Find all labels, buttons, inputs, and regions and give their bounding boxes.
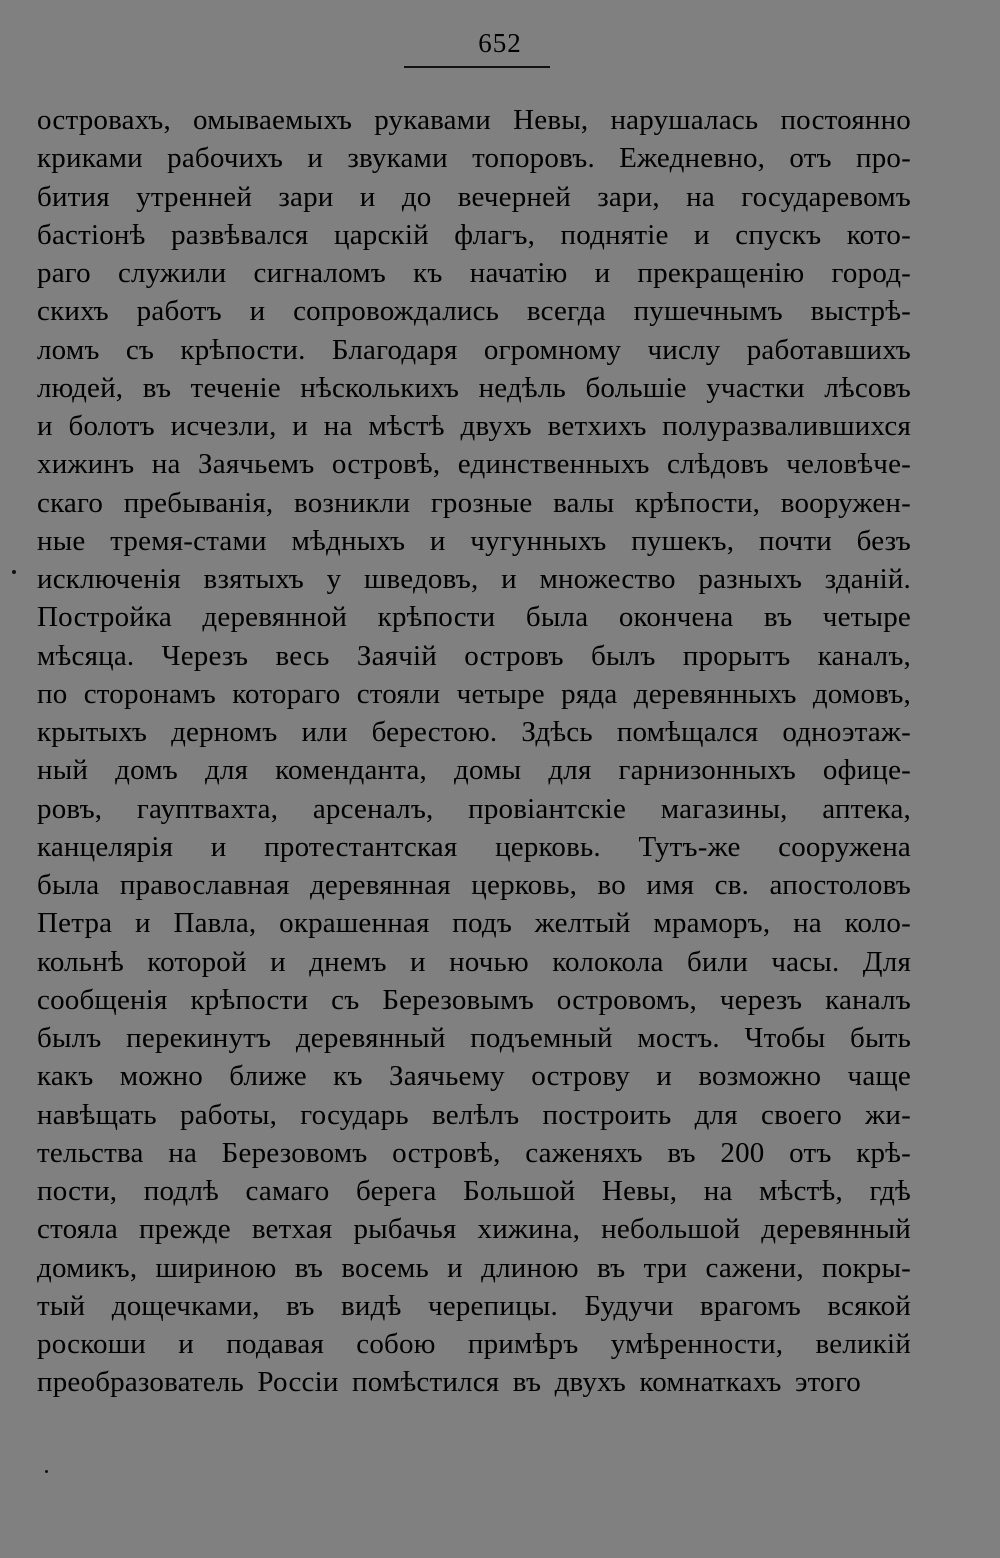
text-line: роскоши и подавая собою примѣръ умѣренности, великій bbox=[37, 1328, 911, 1360]
text-line: ломъ съ крѣпости. Благодаря огромному числу работавшихъ bbox=[37, 333, 911, 366]
scan-speck bbox=[12, 570, 16, 574]
text-line: ровъ, гауптвахта, арсеналъ, провіантскіе магазины, аптека, bbox=[37, 792, 911, 825]
text-line: какъ можно ближе къ Заячьему острову и возможно чаще bbox=[37, 1060, 911, 1093]
text-line: пости, подлѣ самаго берега Большой Невы, на мѣстѣ, гдѣ bbox=[37, 1175, 911, 1207]
text-line: бития утренней зари и до вечерней зари, на государевомъ bbox=[37, 180, 911, 213]
text-line: людей, въ теченіе нѣсколькихъ недѣль большіе участки лѣсовъ bbox=[37, 371, 911, 404]
text-line: бастіонѣ развѣвался царскій флагъ, поднятіе и спускъ кото- bbox=[37, 218, 911, 251]
text-line: и болотъ исчезли, и на мѣстѣ двухъ ветхихъ полуразвалившихся bbox=[37, 410, 911, 442]
text-line: навѣщать работы, государь велѣлъ построить для своего жи- bbox=[37, 1098, 911, 1131]
text-line: по сторонамъ котораго стояли четыре ряда деревянныхъ домовъ, bbox=[37, 677, 911, 710]
page-number: 652 bbox=[478, 28, 522, 58]
text-line: домикъ, шириною въ восемь и длиною въ три сажени, покры- bbox=[37, 1251, 911, 1284]
text-line: раго служили сигналомъ къ начатію и прекращенію город- bbox=[37, 257, 911, 289]
text-line: канцелярія и протестантская церковь. Тутъ-же сооружена bbox=[37, 830, 911, 863]
text-line: крытыхъ дерномъ или берестою. Здѣсь помѣщался одноэтаж- bbox=[37, 716, 911, 748]
text-line: Постройка деревянной крѣпости была окончена въ четыре bbox=[37, 601, 911, 634]
text-line: кольнѣ которой и днемъ и ночью колокола били часы. Для bbox=[37, 945, 911, 978]
text-line: мѣсяца. Черезъ весь Заячій островъ былъ прорытъ каналъ, bbox=[37, 639, 911, 672]
text-line: ный домъ для коменданта, домы для гарнизонныхъ офице- bbox=[37, 754, 911, 787]
text-line: была православная деревянная церковь, во имя св. апостоловъ bbox=[37, 869, 911, 901]
text-line: скаго пребыванія, возникли грозные валы крѣпости, вооружен- bbox=[37, 486, 911, 519]
text-line: исключенія взятыхъ у шведовъ, и множество разныхъ зданій. bbox=[37, 563, 911, 595]
text-line: островахъ, омываемыхъ рукавами Невы, нарушалась постоянно bbox=[37, 104, 911, 136]
scan-speck bbox=[45, 1470, 48, 1473]
text-line: ные тремя-стами мѣдныхъ и чугунныхъ пушекъ, почти безъ bbox=[37, 524, 911, 557]
body-text bbox=[37, 101, 911, 1402]
text-line: криками рабочихъ и звуками топоровъ. Ежедневно, отъ про- bbox=[37, 142, 911, 175]
text-line: былъ перекинутъ деревянный подъемный мостъ. Чтобы быть bbox=[37, 1022, 911, 1054]
text-line: тый дощечками, въ видѣ черепицы. Будучи врагомъ всякой bbox=[37, 1289, 911, 1322]
text-line: Петра и Павла, окрашенная подъ желтый мраморъ, на коло- bbox=[37, 907, 911, 940]
text-line: тельства на Березовомъ островѣ, саженяхъ въ 200 отъ крѣ- bbox=[37, 1136, 911, 1169]
text-line: стояла прежде ветхая рыбачья хижина, небольшой деревянный bbox=[37, 1213, 911, 1246]
text-line: сообщенія крѣпости съ Березовымъ островомъ, черезъ каналъ bbox=[37, 983, 911, 1016]
header-rule bbox=[404, 66, 550, 68]
text-line: преобразователь Россіи помѣстился въ двухъ комнаткахъ этого bbox=[37, 1366, 861, 1399]
text-line: скихъ работъ и сопровождались всегда пушечнымъ выстрѣ- bbox=[37, 295, 911, 328]
text-line: хижинъ на Заячьемъ островѣ, единственныхъ слѣдовъ человѣче- bbox=[37, 448, 911, 481]
